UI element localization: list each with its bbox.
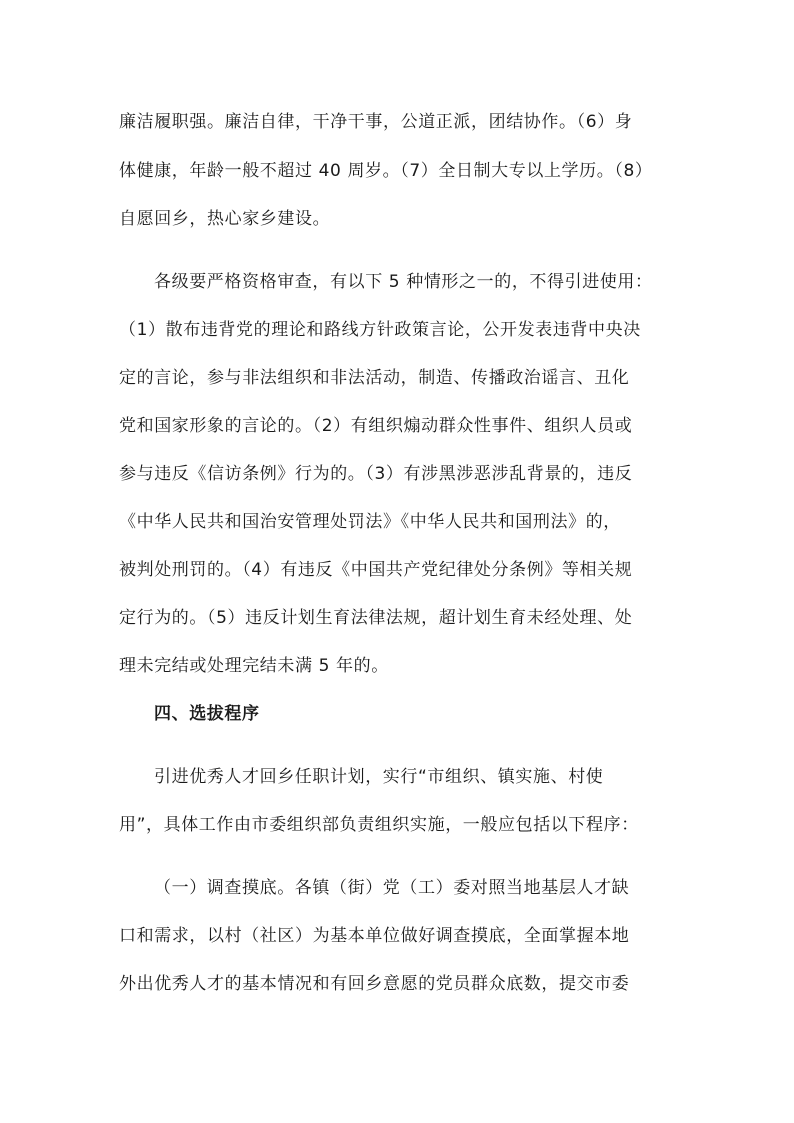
paragraph-line: 引进优秀人才回乡任职计划，实行“市组织、镇实施、村使 — [154, 767, 604, 787]
paragraph-line: 被判处刑罚的。（4）有违反《中国共产党纪律处分条例》等相关规 — [119, 560, 633, 580]
paragraph-line: 定行为的。（5）违反计划生育法律法规，超计划生育未经处理、处 — [119, 608, 633, 628]
paragraph-line: 外出优秀人才的基本情况和有回乡意愿的党员群众底数，提交市委 — [119, 974, 630, 994]
section-heading: 四、选拔程序 — [154, 704, 260, 724]
paragraph-line: 党和国家形象的言论的。（2）有组织煽动群众性事件、组织人员或 — [119, 416, 633, 436]
paragraph-line: 定的言论，参与非法组织和非法活动，制造、传播政治谣言、丑化 — [119, 368, 630, 388]
paragraph-line: 《中华人民共和国治安管理处罚法》《中华人民共和国刑法》的， — [119, 512, 621, 532]
paragraph-line: 体健康，年龄一般不超过 40 周岁。（7）全日制大专以上学历。（8） — [119, 161, 653, 181]
paragraph-line: 廉洁履职强。廉洁自律，干净干事，公道正派，团结协作。（6）身 — [119, 112, 633, 132]
paragraph-line: 用”，具体工作由市委组织部负责组织实施，一般应包括以下程序： — [119, 815, 639, 835]
paragraph-line: 自愿回乡，热心家乡建设。 — [119, 209, 331, 229]
paragraph-line: （1）散布违背党的理论和路线方针政策言论，公开发表违背中央决 — [119, 320, 641, 340]
paragraph-line: 理未完结或处理完结未满 5 年的。 — [119, 656, 389, 676]
paragraph-line: 参与违反《信访条例》行为的。（3）有涉黑涉恶涉乱背景的，违反 — [119, 464, 633, 484]
paragraph-line: 各级要严格资格审查，有以下 5 种情形之一的，不得引进使用： — [154, 272, 653, 292]
paragraph-line: （一）调查摸底。各镇（街）党（工）委对照当地基层人才缺 — [154, 878, 630, 898]
paragraph-line: 口和需求，以村（社区）为基本单位做好调查摸底，全面掌握本地 — [119, 926, 630, 946]
